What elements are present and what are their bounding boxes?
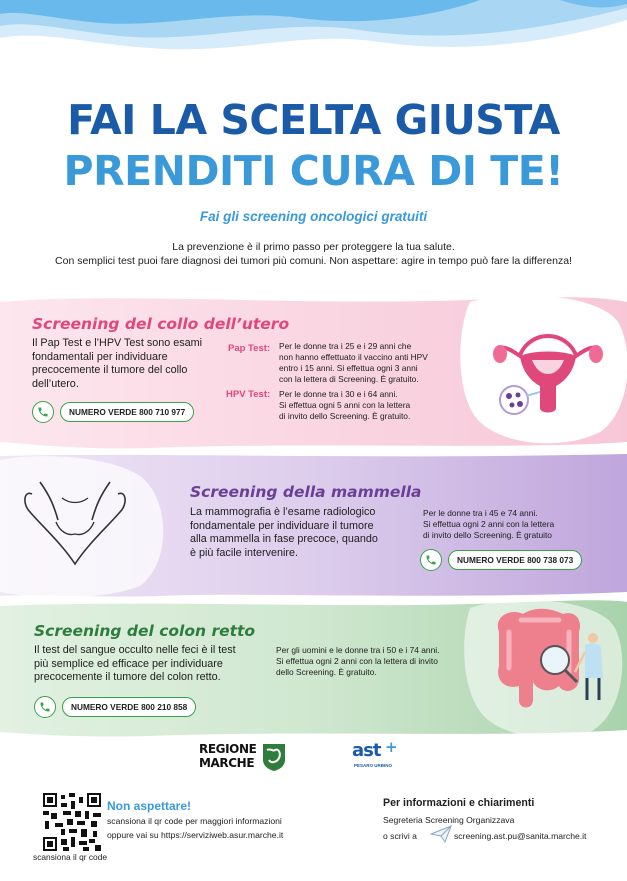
ast-logo-text: ast [352, 740, 381, 761]
ast-pesaro-logo [352, 738, 402, 772]
section-title: Screening della mammella [190, 483, 422, 501]
intro-line: Con semplici test puoi fare diagnosi dei tumori più comuni. Non aspettare: agire in tempo può fare la differenza! [55, 255, 572, 267]
top-wave-decoration [0, 0, 627, 70]
info-heading: Per informazioni e chiarimenti [383, 797, 535, 809]
detail-line: Per le donne tra i 45 e 74 anni. [423, 508, 538, 518]
detail-line: Per le donne tra i 30 e i 64 anni. [279, 389, 398, 399]
hpv-test-label: HPV Test: [226, 389, 271, 400]
info-line: Segreteria Screening Organizzava [383, 815, 515, 825]
uterus-illustration [492, 316, 604, 426]
description-line: è più facile intervenire. [190, 546, 299, 559]
detail-line: con la lettera di Screening. È gratuito. [279, 374, 419, 384]
section-cervix [0, 292, 627, 450]
description-line: alla mammella in fase precoce, quando [190, 533, 378, 545]
detail-line: di invito dello Screening. È gratuito. [279, 411, 411, 421]
section-details [276, 645, 439, 678]
pap-test-label: Pap Test: [228, 343, 271, 354]
phone-breast[interactable] [420, 549, 582, 571]
info-line: o scrivi a [383, 831, 417, 841]
ast-plus-icon: + [385, 738, 398, 756]
section-breast [0, 452, 627, 600]
description-line: precocemente il tumore del collo [32, 364, 188, 376]
headline-line-1: FAI LA SCELTA GIUSTA [67, 96, 560, 144]
detail-line: entro i 15 anni. Si effettua ogni 3 anni [279, 363, 418, 373]
description-line: Il Pap Test e l’HPV Test sono esami [32, 337, 203, 349]
detail-line: Si effettua ogni 5 anni con la lettera [279, 400, 411, 410]
section-title: Screening del collo dell’utero [32, 315, 290, 333]
breast-hug-illustration [20, 472, 130, 572]
intro-line: La prevenzione è il primo passo per proteggere la tua salute. [172, 241, 455, 253]
section-description [190, 506, 420, 560]
intro-text [0, 240, 627, 268]
qr-caption: scansiona il qr code [33, 852, 108, 862]
description-line: dell’utero. [32, 377, 79, 390]
phone-colon[interactable] [34, 696, 196, 718]
regione-logo-text: REGIONE [199, 742, 257, 756]
pap-test-text [279, 341, 428, 385]
paper-plane-icon [430, 825, 452, 843]
hpv-test-text [279, 389, 410, 422]
section-description [34, 644, 274, 685]
ast-logo-subtitle: PESARO URBINO [354, 763, 393, 768]
section-description [32, 337, 237, 391]
wait-heading: Non aspettare! [107, 799, 192, 813]
qr-code-icon[interactable] [43, 793, 101, 851]
detail-line: di invito dello Screening. È gratuito [423, 530, 552, 540]
toll-free-number[interactable]: NUMERO VERDE 800 738 073 [448, 550, 582, 570]
section-details [423, 508, 554, 541]
regione-logo-text: MARCHE [199, 756, 255, 770]
description-line: Il test del sangue occulto nelle feci è il test [34, 644, 236, 656]
headline-line-2: PRENDITI CURA DI TE! [63, 147, 564, 195]
detail-line: Per gli uomini e le donne tra i 50 e i 74 anni. [276, 645, 440, 655]
description-line: La mammografia è l’esame radiologico [190, 506, 376, 518]
detail-line: Si effettua ogni 2 anni con la lettera di invito [276, 656, 438, 666]
description-line: più semplice ed efficace per individuare [34, 657, 223, 670]
detail-line: dello Screening. È gratuito. [276, 667, 377, 677]
detail-line: Per le donne tra i 25 e i 29 anni che [279, 341, 412, 351]
email-link[interactable]: screening.ast.pu@sanita.marche.it [454, 831, 587, 841]
regione-marche-logo [199, 742, 291, 772]
regione-shield-icon [261, 742, 287, 772]
description-line: fondamentali per individuare [32, 350, 168, 363]
description-line: precocemente il tumore del colon retto. [34, 671, 221, 683]
section-colon [0, 598, 627, 738]
detail-line: Si effettua ogni 2 anni con la lettera [423, 519, 555, 529]
phone-icon [420, 549, 442, 571]
colon-doctor-illustration [485, 602, 610, 714]
phone-cervix[interactable] [32, 401, 194, 423]
phone-icon [34, 696, 56, 718]
wait-line: scansiona il qr code per maggiori informazioni [107, 816, 282, 826]
subtitle: Fai gli screening oncologici gratuiti [199, 209, 428, 224]
website-link[interactable]: oppure vai su https://serviziweb.asur.marche.it [107, 830, 284, 840]
toll-free-number[interactable]: NUMERO VERDE 800 710 977 [60, 402, 194, 422]
detail-line: non hanno effettuato il vaccino anti HPV [279, 352, 428, 362]
phone-icon [32, 401, 54, 423]
description-line: fondamentale per individuare il tumore [190, 519, 374, 532]
toll-free-number[interactable]: NUMERO VERDE 800 210 858 [62, 697, 196, 717]
section-title: Screening del colon retto [34, 622, 256, 640]
